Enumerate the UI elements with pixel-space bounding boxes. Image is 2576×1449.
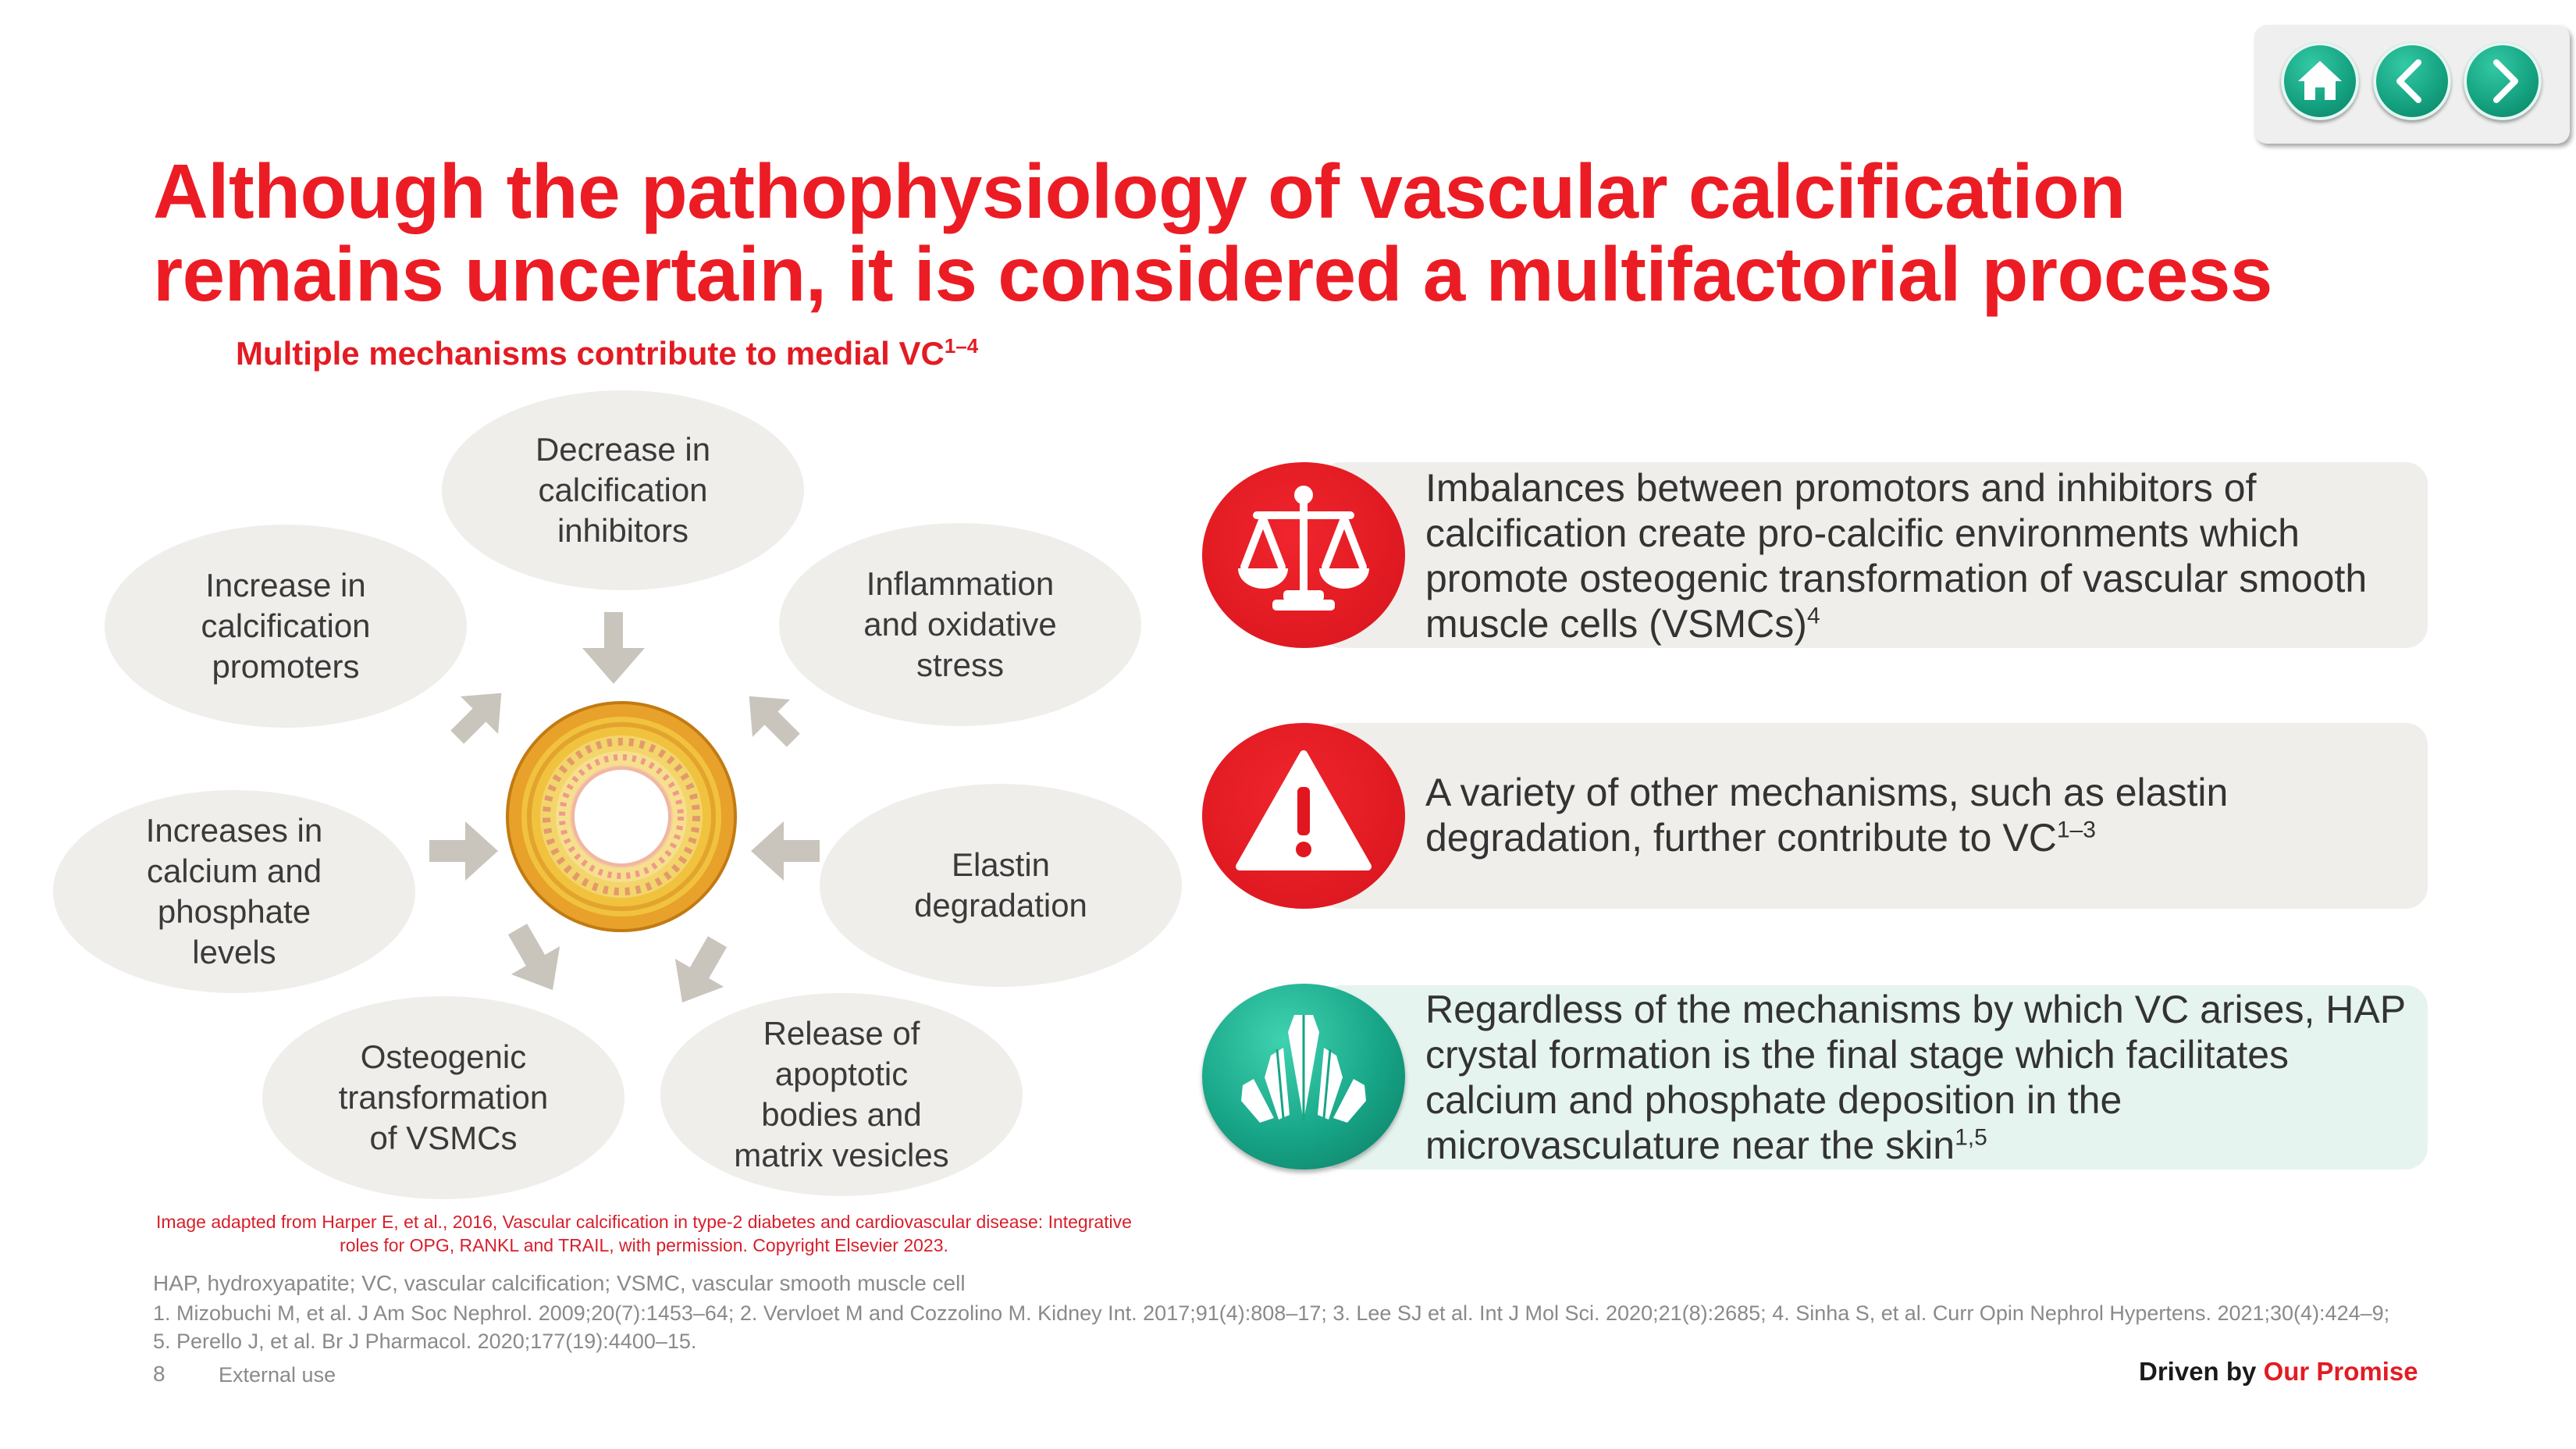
mechanism-inflammation: Inflammation and oxidative stress [779, 523, 1141, 726]
warning-icon-circle [1202, 723, 1405, 909]
mechanism-increase-promoters: Increase in calcification promoters [105, 525, 467, 728]
panel-hap-crystal-text [1425, 987, 2425, 1168]
arrow-top-left [439, 675, 521, 757]
home-icon [2281, 42, 2359, 120]
crystal-icon-circle [1202, 984, 1405, 1170]
title-line-2: remains uncertain, it is considered a multifactorial process [153, 231, 2272, 317]
arrow-left [429, 821, 498, 881]
back-button[interactable] [2373, 42, 2451, 120]
subtitle-superscript: 1–4 [944, 334, 979, 358]
panel-other-mechanisms-text [1425, 770, 2393, 860]
arrow-top [582, 612, 645, 684]
panel-other-mechanisms-body: A variety of other mechanisms, such as elastin degradation, further contribute to VC [1425, 771, 2229, 860]
panel-hap-crystal-body: Regardless of the mechanisms by which VC arises, HAP crystal formation is the final stage which facilitates calcium and phosphate deposition in the microvasculature near the skin [1425, 988, 2406, 1167]
abbreviations: HAP, hydroxyapatite; VC, vascular calcification; VSMC, vascular smooth muscle cell [153, 1271, 966, 1295]
mechanism-apoptotic-bodies: Release of apoptotic bodies and matrix vesicles [660, 993, 1023, 1196]
mechanism-osteogenic-transformation: Osteogenic transformation of VSMCs [262, 996, 624, 1199]
home-button[interactable] [2281, 42, 2359, 120]
classification-label: External use [219, 1363, 336, 1387]
next-button[interactable] [2464, 42, 2542, 120]
image-credit: Image adapted from Harper E, et al., 2016, Vascular calcification in type-2 diabetes and cardiovascular disease: Integrative roles for OPG, RANKL and TRAIL, with permission. Copyright Elsevier 2023. [156, 1212, 1132, 1255]
references: 1. Mizobuchi M, et al. J Am Soc Nephrol. 2009;20(7):1453–64; 2. Vervloet M and Cozzolino M. Kidney Int. 2017;91(4):808–17; 3. Lee SJ et al. Int J Mol Sci. 2020;21(8):2685; 4. Sinha S, et al. Curr Opin Nephrol Hypertens. 2021;30(4):424–9; 5. Perello J, et al. Br J Pharmacol. 2020;177(19):4400–15. [153, 1301, 2390, 1353]
title-line-1: Although the pathophysiology of vascular calcification [153, 148, 2126, 234]
panel-imbalance-text [1425, 465, 2393, 646]
scales-icon-circle [1202, 462, 1405, 648]
chevron-right-icon [2464, 42, 2542, 120]
arrow-top-right [731, 678, 813, 760]
tagline-accent: Our Promise [2263, 1357, 2418, 1386]
mechanism-decrease-inhibitors: Decrease in calcification inhibitors [442, 390, 804, 590]
page-number: 8 [153, 1362, 165, 1386]
arrow-bottom-right [658, 927, 742, 1016]
tagline-prefix: Driven by [2139, 1357, 2264, 1386]
brand-tagline [2139, 1357, 2418, 1387]
navigation-panel [2254, 25, 2570, 144]
arrow-bottom-left [493, 915, 577, 1004]
crystal-icon [1202, 984, 1405, 1170]
chevron-left-icon [2373, 42, 2451, 120]
panel-imbalance-sup: 4 [1806, 603, 1820, 629]
panel-other-mechanisms-sup: 1–3 [2056, 817, 2096, 843]
subtitle-text: Multiple mechanisms contribute to medial VC [236, 335, 945, 372]
mechanism-calcium-phosphate: Increases in calcium and phosphate levels [53, 790, 415, 993]
panel-imbalance-body: Imbalances between promotors and inhibitors of calcification create pro-calcific environments which promote osteogenic transformation of vascular smooth muscle cells (VSMCs) [1425, 466, 2368, 646]
vessel-cross-section [507, 703, 735, 931]
arrow-right [751, 821, 820, 881]
warning-icon [1202, 723, 1405, 909]
scales-icon [1202, 462, 1405, 648]
mechanism-elastin-degradation: Elastin degradation [820, 784, 1182, 987]
panel-hap-crystal-sup: 1,5 [1955, 1124, 1987, 1151]
